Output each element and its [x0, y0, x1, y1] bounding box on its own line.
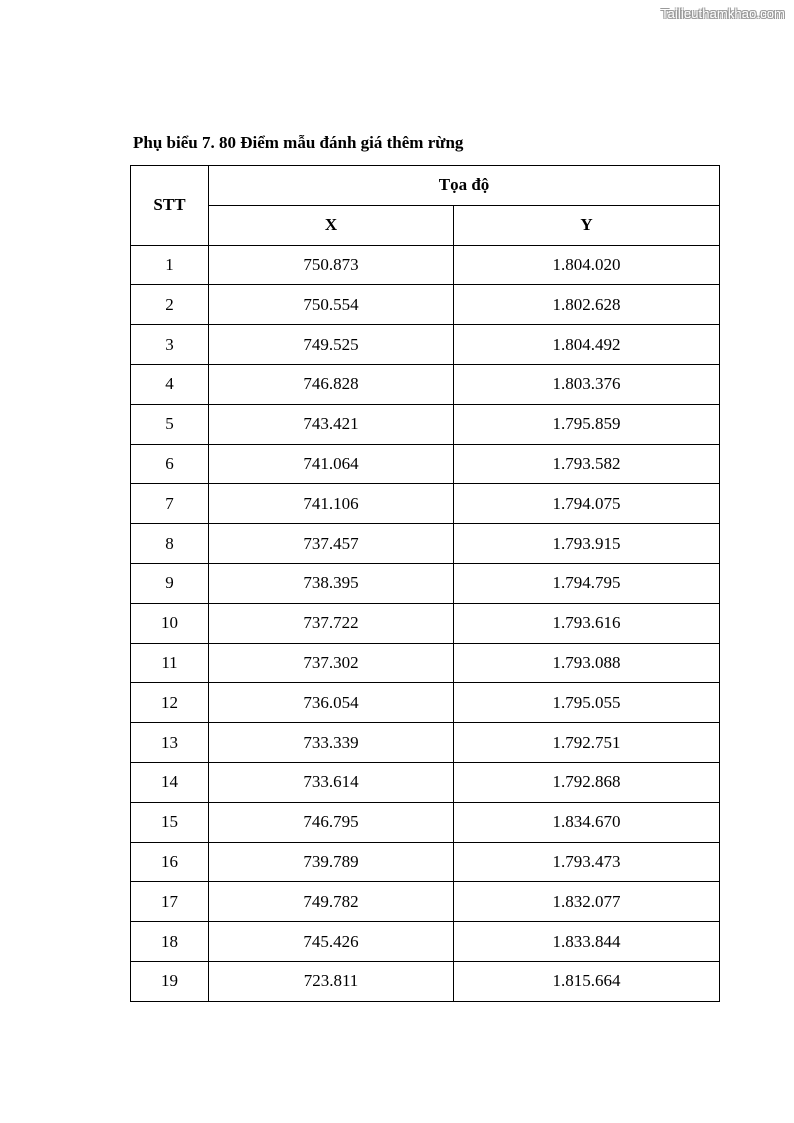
table-row [131, 404, 720, 444]
table-row [131, 723, 720, 763]
cell-y: 1.794.075 [454, 484, 720, 524]
cell-x: 750.554 [209, 285, 454, 325]
cell-stt: 19 [131, 961, 209, 1001]
cell-x: 723.811 [209, 961, 454, 1001]
cell-stt: 5 [131, 404, 209, 444]
cell-y: 1.793.915 [454, 524, 720, 564]
table-row [131, 683, 720, 723]
table-row [131, 444, 720, 484]
cell-stt: 15 [131, 802, 209, 842]
cell-x: 749.525 [209, 325, 454, 365]
cell-x: 746.795 [209, 802, 454, 842]
table-row [131, 563, 720, 603]
cell-stt: 17 [131, 882, 209, 922]
table-row [131, 762, 720, 802]
cell-stt: 8 [131, 524, 209, 564]
cell-y: 1.793.473 [454, 842, 720, 882]
cell-x: 741.106 [209, 484, 454, 524]
table-row [131, 364, 720, 404]
cell-x: 746.828 [209, 364, 454, 404]
cell-stt: 9 [131, 563, 209, 603]
table-row [131, 524, 720, 564]
header-x: X [209, 205, 454, 245]
cell-y: 1.803.376 [454, 364, 720, 404]
header-stt: STT [131, 166, 209, 246]
cell-stt: 1 [131, 245, 209, 285]
table-row [131, 961, 720, 1001]
cell-x: 737.302 [209, 643, 454, 683]
cell-y: 1.793.582 [454, 444, 720, 484]
cell-stt: 11 [131, 643, 209, 683]
cell-x: 738.395 [209, 563, 454, 603]
cell-x: 745.426 [209, 922, 454, 962]
cell-stt: 3 [131, 325, 209, 365]
cell-x: 749.782 [209, 882, 454, 922]
table-row [131, 842, 720, 882]
cell-x: 737.457 [209, 524, 454, 564]
cell-y: 1.815.664 [454, 961, 720, 1001]
cell-stt: 13 [131, 723, 209, 763]
table-row [131, 245, 720, 285]
cell-y: 1.832.077 [454, 882, 720, 922]
cell-y: 1.795.055 [454, 683, 720, 723]
cell-stt: 14 [131, 762, 209, 802]
page-title: Phụ biểu 7. 80 Điểm mẫu đánh giá thêm rừng [133, 133, 464, 152]
table-row [131, 922, 720, 962]
table-header-row [131, 166, 720, 206]
cell-stt: 6 [131, 444, 209, 484]
cell-x: 733.339 [209, 723, 454, 763]
header-coordinates: Tọa độ [209, 166, 720, 206]
watermark: Tailieuthamkhao.com [660, 6, 785, 21]
table-row [131, 285, 720, 325]
table-row [131, 802, 720, 842]
cell-stt: 4 [131, 364, 209, 404]
cell-y: 1.792.751 [454, 723, 720, 763]
cell-x: 737.722 [209, 603, 454, 643]
cell-stt: 16 [131, 842, 209, 882]
table-row [131, 325, 720, 365]
table-row [131, 882, 720, 922]
cell-stt: 2 [131, 285, 209, 325]
cell-x: 736.054 [209, 683, 454, 723]
cell-y: 1.804.020 [454, 245, 720, 285]
table-row [131, 484, 720, 524]
header-y: Y [454, 205, 720, 245]
cell-y: 1.833.844 [454, 922, 720, 962]
cell-y: 1.794.795 [454, 563, 720, 603]
cell-x: 743.421 [209, 404, 454, 444]
table-subheader-row [131, 205, 720, 245]
cell-x: 739.789 [209, 842, 454, 882]
cell-y: 1.834.670 [454, 802, 720, 842]
cell-y: 1.792.868 [454, 762, 720, 802]
cell-x: 741.064 [209, 444, 454, 484]
cell-y: 1.804.492 [454, 325, 720, 365]
cell-y: 1.795.859 [454, 404, 720, 444]
table-row [131, 643, 720, 683]
cell-x: 733.614 [209, 762, 454, 802]
coordinates-table [130, 165, 720, 1002]
cell-stt: 12 [131, 683, 209, 723]
table-row [131, 603, 720, 643]
cell-stt: 18 [131, 922, 209, 962]
cell-stt: 7 [131, 484, 209, 524]
cell-y: 1.793.616 [454, 603, 720, 643]
cell-y: 1.802.628 [454, 285, 720, 325]
cell-x: 750.873 [209, 245, 454, 285]
cell-y: 1.793.088 [454, 643, 720, 683]
cell-stt: 10 [131, 603, 209, 643]
